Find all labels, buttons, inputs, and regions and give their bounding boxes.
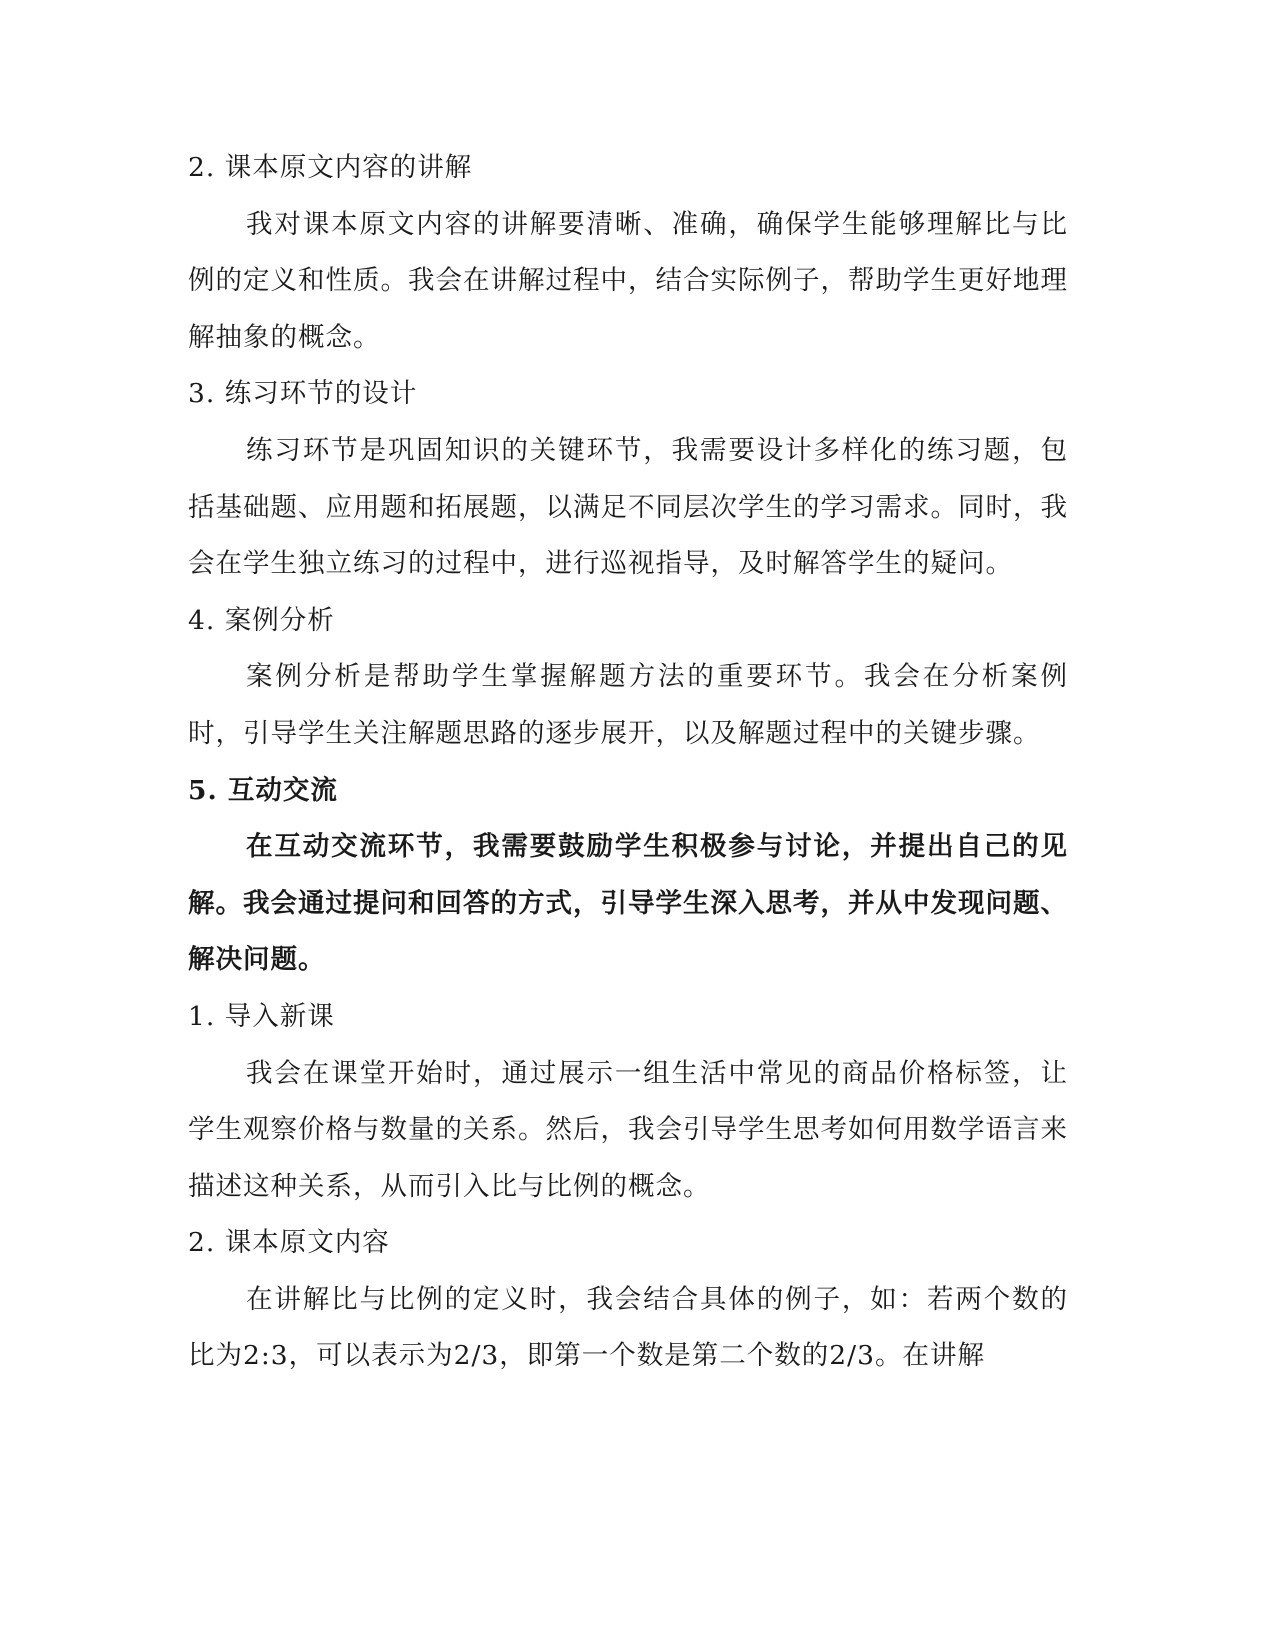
paragraph-interaction: 在互动交流环节，我需要鼓励学生积极参与讨论，并提出自己的见解。我会通过提问和回答的方式，引导学生深入思考，并从中发现问题、解决问题。 <box>188 831 1068 976</box>
section-heading-1-introduction: 1. 导入新课 <box>188 1000 335 1032</box>
document-body <box>188 140 1068 1385</box>
paragraph-practice-design: 练习环节是巩固知识的关键环节，我需要设计多样化的练习题，包括基础题、应用题和拓展题，以满足不同层次学生的学习需求。同时，我会在学生独立练习的过程中，进行巡视指导，及时解答学生的疑问。 <box>188 434 1068 580</box>
section-heading-2-textbook-content: 2. 课本原文内容 <box>188 1227 390 1259</box>
section-heading-4-case-analysis: 4. 案例分析 <box>188 604 335 636</box>
section-heading-2-textbook-explanation: 2. 课本原文内容的讲解 <box>188 152 473 183</box>
paragraph-textbook-explanation: 我对课本原文内容的讲解要清晰、准确，确保学生能够理解比与比例的定义和性质。我会在讲解过程中，结合实际例子，帮助学生更好地理解抽象的概念。 <box>188 208 1068 353</box>
section-heading-3-practice-design: 3. 练习环节的设计 <box>188 378 418 410</box>
section-heading-5-interaction: 5. 互动交流 <box>188 774 338 806</box>
paragraph-introduction: 我会在课堂开始时，通过展示一组生活中常见的商品价格标签，让学生观察价格与数量的关系。然后，我会引导学生思考如何用数学语言来描述这种关系，从而引入比与比例的概念。 <box>188 1057 1068 1202</box>
paragraph-textbook-content: 在讲解比与比例的定义时，我会结合具体的例子，如：若两个数的比为2:3，可以表示为2/3，即第一个数是第二个数的2/3。在讲解 <box>188 1283 1068 1372</box>
paragraph-case-analysis: 案例分析是帮助学生掌握解题方法的重要环节。我会在分析案例时，引导学生关注解题思路的逐步展开，以及解题过程中的关键步骤。 <box>188 661 1068 749</box>
